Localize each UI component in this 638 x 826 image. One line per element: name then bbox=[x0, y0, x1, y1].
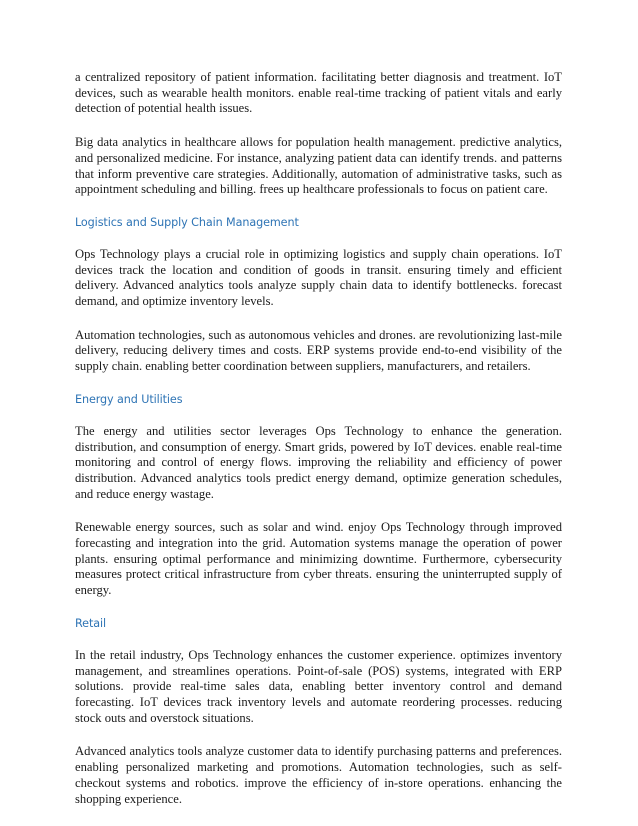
section-paragraph: Advanced analytics tools analyze customer data to identify purchasing patterns and preferences. enabling personalized marketing and promotions. Automation technologies, such as self-checkout systems and robotics. improve the efficiency of in-store operations. enhancing the shopping experience. bbox=[75, 744, 562, 806]
section-paragraph: The energy and utilities sector leverages Ops Technology to enhance the generation. distribution, and consumption of energy. Smart grids, powered by IoT devices. enable real-time monitoring and control of energy flows. improving the reliability and efficiency of power distribution. Advanced analytics tools predict energy demand, optimize generation schedules, and reduce energy wastage. bbox=[75, 423, 562, 501]
intro-paragraph-2: Big data analytics in healthcare allows for population health management. predictive analytics, and personalized medicine. For instance, analyzing patient data can identify trends. and patterns that inform preventive care strategies. Additionally, automation of administrative tasks, such as appointment scheduling and billing. frees up healthcare professionals to focus on patient care. bbox=[75, 135, 562, 197]
document-page bbox=[75, 70, 562, 825]
section-paragraph: In the retail industry, Ops Technology enhances the customer experience. optimizes inventory management, and streamlines operations. Point-of-sale (POS) systems, integrated with ERP solutions. provide real-time sales data, enabling better inventory control and demand forecasting. IoT devices track inventory levels and automate reordering processes. reducing stock outs and overstock situations. bbox=[75, 647, 562, 725]
section-energy bbox=[75, 393, 562, 599]
section-heading: Energy and Utilities bbox=[75, 392, 183, 406]
section-heading: Retail bbox=[75, 616, 107, 630]
section-logistics bbox=[75, 216, 562, 375]
section-heading: Logistics and Supply Chain Management bbox=[75, 215, 299, 229]
section-paragraph: Automation technologies, such as autonomous vehicles and drones. are revolutionizing last-mile delivery, reducing delivery times and costs. ERP systems provide end-to-end visibility of the supply chain. enabling better coordination between suppliers, manufacturers, and retailers. bbox=[75, 327, 562, 374]
section-retail bbox=[75, 617, 562, 807]
section-paragraph: Ops Technology plays a crucial role in optimizing logistics and supply chain operations. IoT devices track the location and condition of goods in transit. ensuring timely and efficient delivery. Advanced analytics tools analyze supply chain data to identify bottlenecks. forecast demand, and optimize inventory levels. bbox=[75, 246, 562, 309]
intro-paragraph-1: a centralized repository of patient information. facilitating better diagnosis and treatment. IoT devices, such as wearable health monitors. enable real-time tracking of patient vitals and early detection of potential health issues. bbox=[75, 70, 562, 116]
section-paragraph: Renewable energy sources, such as solar and wind. enjoy Ops Technology through improved forecasting and integration into the grid. Automation systems manage the operation of power plants. ensuring optimal performance and minimizing downtime. Furthermore, cybersecurity measures protect critical infrastructure from cyber threats. ensuring the uninterrupted supply of energy. bbox=[75, 520, 562, 598]
